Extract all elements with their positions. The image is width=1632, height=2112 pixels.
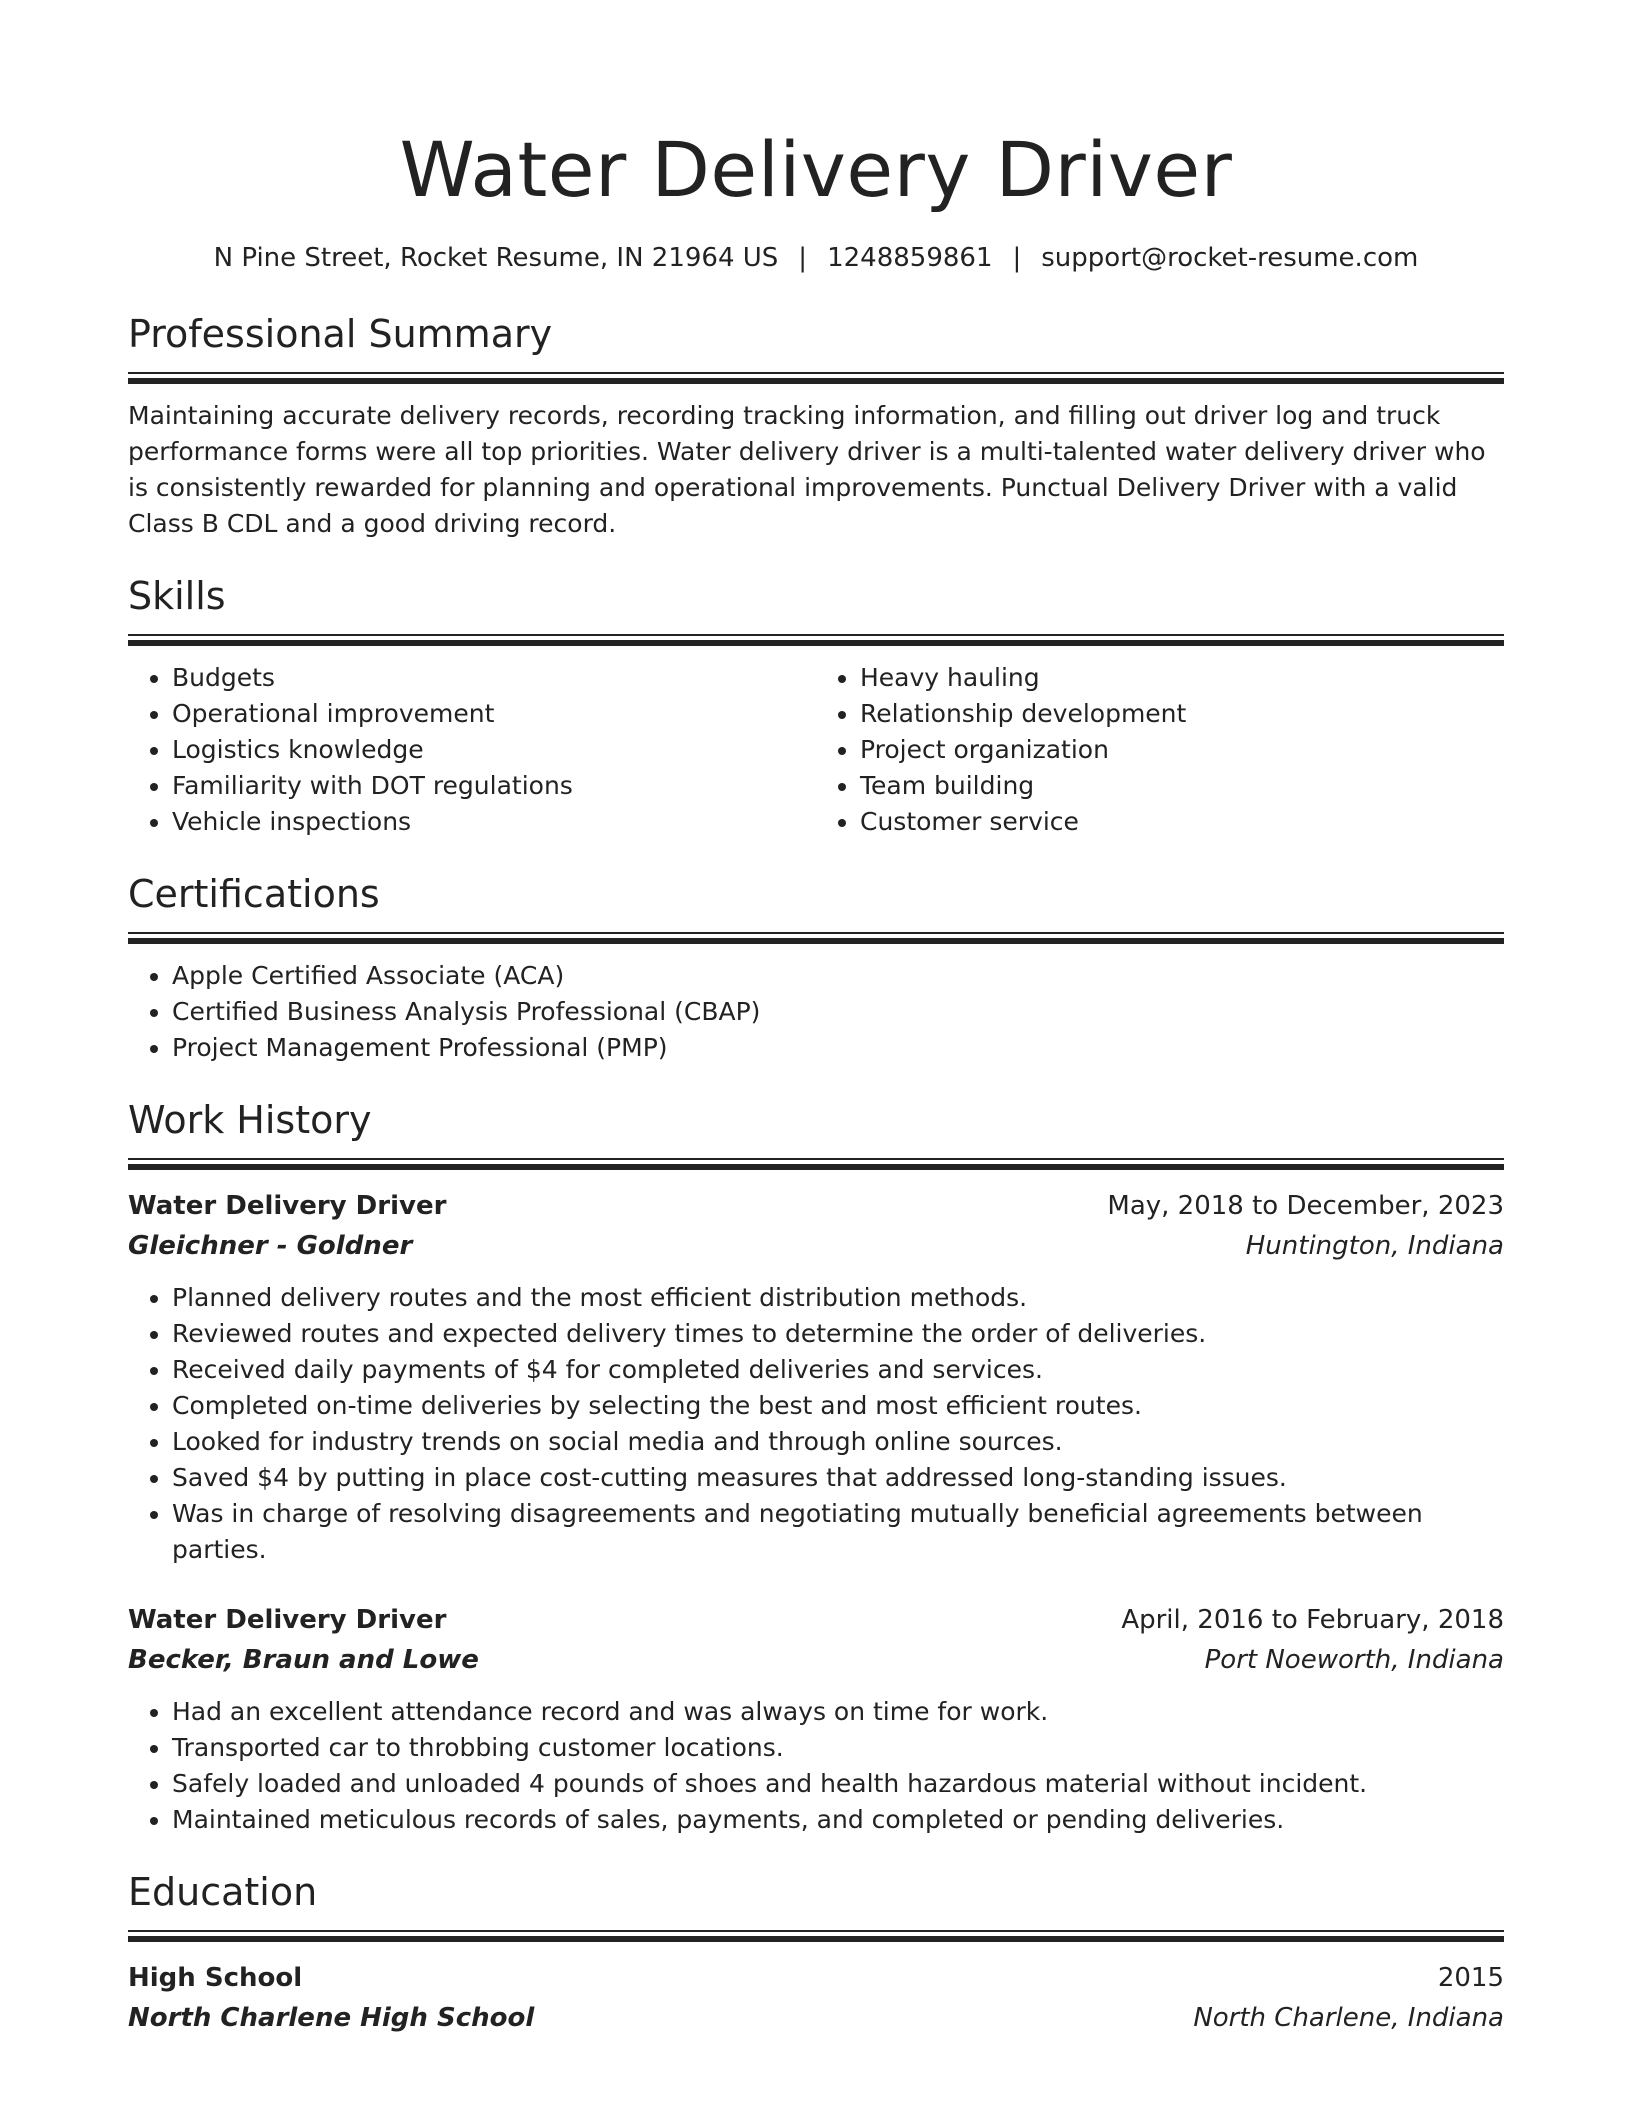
job-bullet: • Received daily payments of $4 for completed deliveries and services. <box>172 1352 1504 1388</box>
skill-item: • Vehicle inspections <box>172 804 816 840</box>
job-bullet: • Saved $4 by putting in place cost-cutting measures that addressed long-standing issues. <box>172 1460 1504 1496</box>
education-heading: Education <box>128 1870 318 1914</box>
skills-list-left <box>128 660 816 840</box>
skills-list-right <box>816 660 1504 840</box>
skill-item: • Project organization <box>860 732 1504 768</box>
contact-line <box>128 240 1504 276</box>
skill-item: • Team building <box>860 768 1504 804</box>
job-header <box>128 1600 1504 1640</box>
job-dates: May, 2018 to December, 2023 <box>1107 1191 1504 1221</box>
job-bullet: • Reviewed routes and expected delivery times to determine the order of deliveries. <box>172 1316 1504 1352</box>
job-dates: April, 2016 to February, 2018 <box>1121 1605 1504 1635</box>
skill-item: • Logistics knowledge <box>172 732 816 768</box>
skill-item: • Familiarity with DOT regulations <box>172 768 816 804</box>
skill-item: • Customer service <box>860 804 1504 840</box>
certification-item: • Certified Business Analysis Professional (CBAP) <box>172 994 1504 1030</box>
education-section <box>128 1868 1504 2038</box>
certifications-section <box>128 870 1504 1066</box>
skill-item: • Relationship development <box>860 696 1504 732</box>
job-bullets <box>128 1694 1504 1838</box>
job-subheader <box>128 1226 1504 1266</box>
resume-name: Water Delivery Driver <box>399 125 1233 214</box>
job-entry <box>128 1600 1504 1838</box>
contact-email: support@rocket-resume.com <box>1041 243 1419 273</box>
section-divider <box>128 634 1504 646</box>
skill-item: • Operational improvement <box>172 696 816 732</box>
contact-address: N Pine Street, Rocket Resume, IN 21964 US <box>213 243 779 273</box>
job-location: Huntington, Indiana <box>1245 1231 1504 1261</box>
certification-item: • Apple Certified Associate (ACA) <box>172 958 1504 994</box>
contact-phone: 1248859861 <box>827 243 993 273</box>
job-bullets <box>128 1280 1504 1568</box>
job-header <box>128 1186 1504 1226</box>
summary-section <box>128 310 1504 542</box>
section-divider <box>128 1158 1504 1170</box>
summary-heading: Professional Summary <box>128 312 553 356</box>
job-company: Becker, Braun and Lowe <box>128 1645 479 1675</box>
work-history-heading: Work History <box>128 1098 372 1142</box>
resume-page <box>128 0 1504 2038</box>
section-divider <box>128 1930 1504 1942</box>
certifications-heading: Certifications <box>128 872 380 916</box>
section-divider <box>128 372 1504 384</box>
education-degree: High School <box>128 1963 303 1993</box>
skills-columns <box>128 660 1504 840</box>
job-bullet: • Maintained meticulous records of sales, payments, and completed or pending deliveries. <box>172 1802 1504 1838</box>
certifications-list <box>128 958 1504 1066</box>
job-bullet: • Transported car to throbbing customer locations. <box>172 1730 1504 1766</box>
education-entry <box>128 1958 1504 2038</box>
job-title: Water Delivery Driver <box>128 1191 447 1221</box>
section-divider <box>128 932 1504 944</box>
job-company: Gleichner - Goldner <box>128 1231 413 1261</box>
education-year: 2015 <box>1437 1963 1504 1993</box>
job-bullet: • Completed on-time deliveries by selecting the best and most efficient routes. <box>172 1388 1504 1424</box>
certification-item: • Project Management Professional (PMP) <box>172 1030 1504 1066</box>
job-title: Water Delivery Driver <box>128 1605 447 1635</box>
contact-separator: | <box>798 243 808 273</box>
education-school: North Charlene High School <box>128 2003 535 2033</box>
job-bullet: • Was in charge of resolving disagreements and negotiating mutually beneficial agreements between parties. <box>172 1496 1504 1568</box>
skill-item: • Budgets <box>172 660 816 696</box>
job-bullet: • Looked for industry trends on social media and through online sources. <box>172 1424 1504 1460</box>
job-bullet: • Had an excellent attendance record and was always on time for work. <box>172 1694 1504 1730</box>
education-subheader <box>128 1998 1504 2038</box>
education-location: North Charlene, Indiana <box>1193 2003 1504 2033</box>
job-bullet: • Safely loaded and unloaded 4 pounds of shoes and health hazardous material without incident. <box>172 1766 1504 1802</box>
skills-section <box>128 572 1504 840</box>
job-subheader <box>128 1640 1504 1680</box>
job-location: Port Noeworth, Indiana <box>1204 1645 1504 1675</box>
job-bullet: • Planned delivery routes and the most efficient distribution methods. <box>172 1280 1504 1316</box>
education-header <box>128 1958 1504 1998</box>
skills-heading: Skills <box>128 574 226 618</box>
job-entry <box>128 1186 1504 1568</box>
contact-separator: | <box>1012 243 1022 273</box>
work-history-section <box>128 1096 1504 1838</box>
summary-text: Maintaining accurate delivery records, recording tracking information, and filling out driver log and truck performance forms were all top priorities. Water delivery driver is a multi-talented water delivery driver who is consistently rewarded for planning and operational improvements. Punctual Delivery Driver with a valid Class B CDL and a good driving record. <box>128 401 1486 538</box>
skill-item: • Heavy hauling <box>860 660 1504 696</box>
